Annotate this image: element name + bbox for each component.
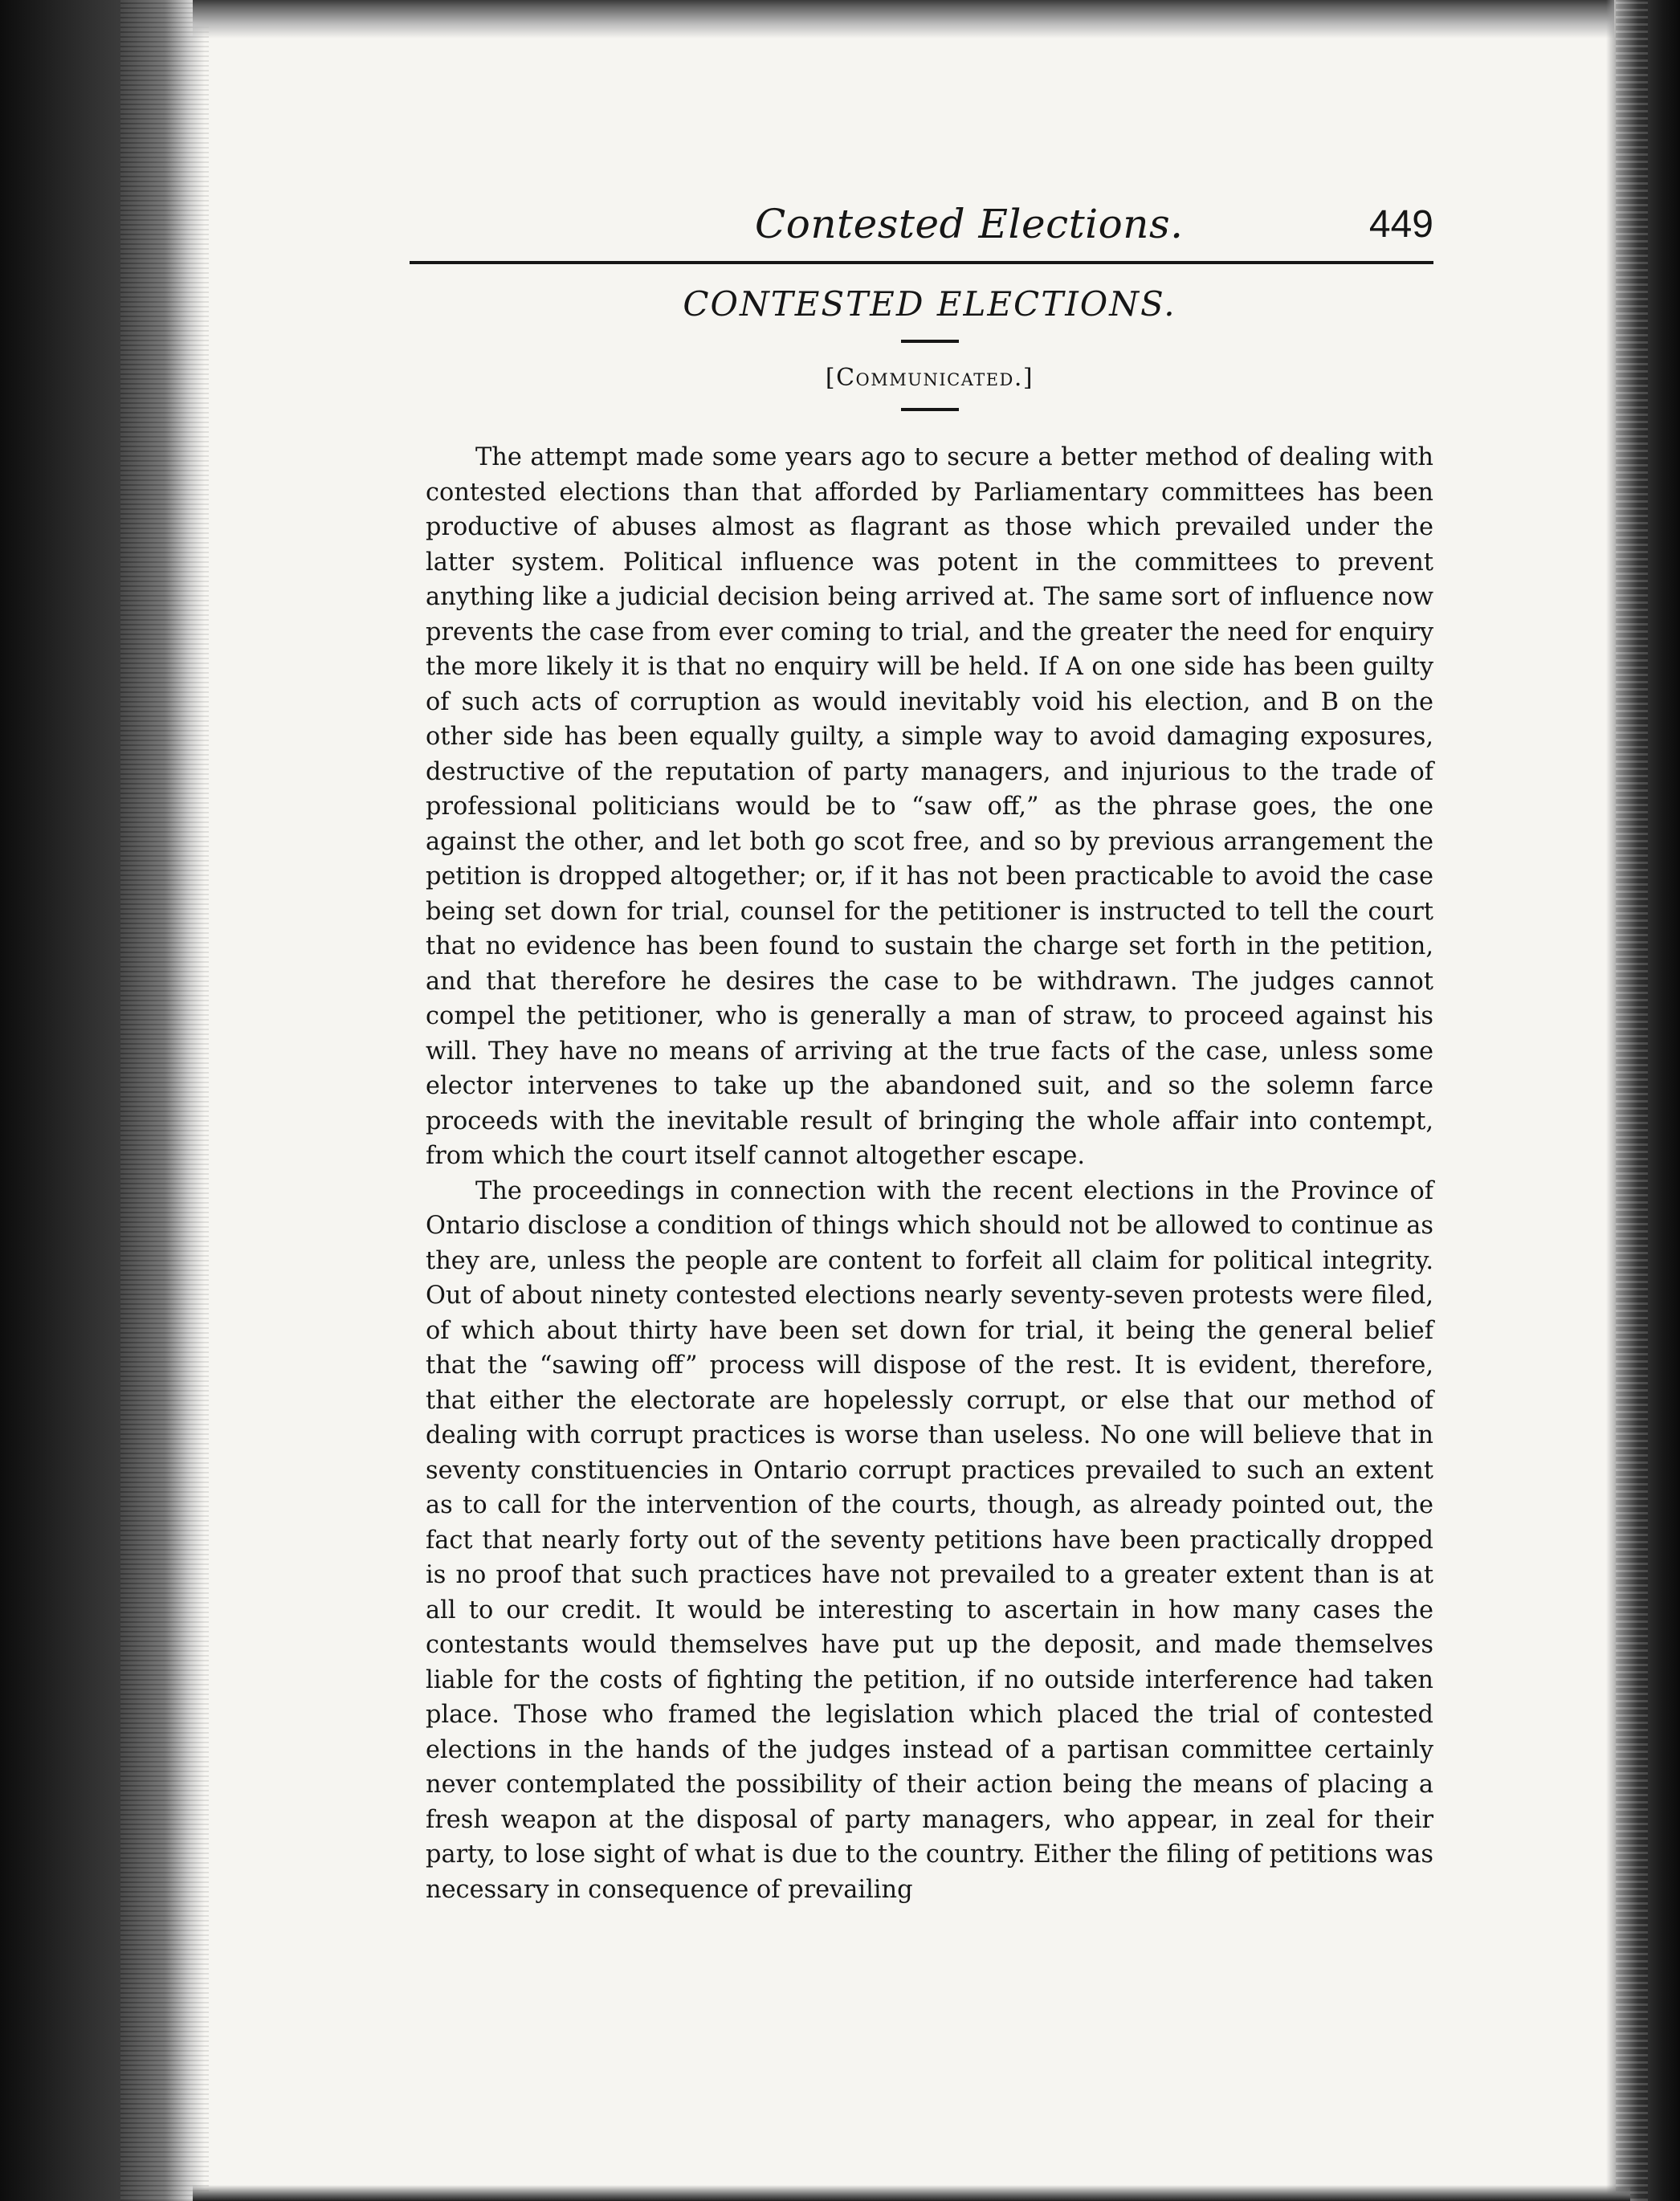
scan-edge-left-texture (120, 0, 209, 2201)
running-title: Contested Elections. (755, 201, 1184, 247)
title-divider (901, 340, 959, 343)
book-page (426, 193, 1433, 1907)
page-number: 449 (1368, 203, 1433, 246)
paragraph-1: The attempt made some years ago to secure a better method of dealing with contested elections than that afforded by Parliamentary committees has been productive of abuses almost as flagrant as those which prevailed under the latter system. Political influence was potent in the committees to prevent anything like a judicial decision being arrived at. The same sort of influence now prevents the case from ever coming to trial, and the greater the need for enquiry the more likely it is that no enquiry will be held. If A on one side has been guilty of such acts of corruption as would inevitably void his election, and B on the other side has been equally guilty, a simple way to avoid damaging exposures, destructive of the reputation of party managers, and injurious to the trade of professional politicians would be to “saw off,” as the phrase goes, the one against the other, and let both go scot free, and so by previous arrangement the petition is dropped altogether; or, if it has not been practicable to avoid the case being set down for trial, counsel for the petitioner is instructed to tell the court that no evidence has been found to sustain the charge set forth in the petition, and that therefore he desires the case to be withdrawn. The judges cannot compel the petitioner, who is generally a man of straw, to proceed against his will. They have no means of arriving at the true facts of the case, unless some elector intervenes to take up the abandoned suit, and so the solemn farce proceeds with the inevitable result of bringing the whole affair into contempt, from which the court itself cannot altogether escape. (426, 443, 1433, 1170)
header-rule (410, 261, 1433, 264)
scan-edge-top (193, 0, 1614, 39)
article-body (426, 440, 1433, 1907)
byline-divider (901, 408, 959, 411)
running-head (426, 193, 1433, 267)
article-byline: [Communicated.] (825, 364, 1034, 392)
scan-edge-bottom (193, 2185, 1630, 2201)
paragraph-2: The proceedings in connection with the recent elections in the Province of Ontario disclose a condition of things which should not be allowed to continue as they are, unless the people are content to forfeit all claim for political integrity. Out of about ninety contested elections nearly seventy-seven protests were filed, of which about thirty have been set down for trial, it being the general belief that the “sawing off” process will dispose of the rest. It is evident, therefore, that either the electorate are hopelessly corrupt, or else that our method of dealing with corrupt practices is worse than useless. No one will believe that in seventy constituencies in Ontario corrupt practices prevailed to such an extent as to call for the intervention of the courts, though, as already pointed out, the fact that nearly forty out of the seventy petitions have been practically dropped is no proof that such practices have not prevailed to a greater extent than is at all to our credit. It would be interesting to ascertain in how many cases the contestants would themselves have put up the deposit, and made themselves liable for the costs of fighting the petition, if no outside interference had taken place. Those who framed the legislation which placed the trial of contested elections in the hands of the judges instead of a partisan committee certainly never contemplated the possibility of their action being the means of placing a fresh weapon at the disposal of party managers, who appear, in zeal for their party, to lose sight of what is due to the country. Either the filing of petitions was necessary in consequence of prevailing (426, 1176, 1433, 1904)
scan-edge-right-texture (1616, 0, 1648, 2201)
article-title: CONTESTED ELECTIONS. (683, 284, 1176, 324)
